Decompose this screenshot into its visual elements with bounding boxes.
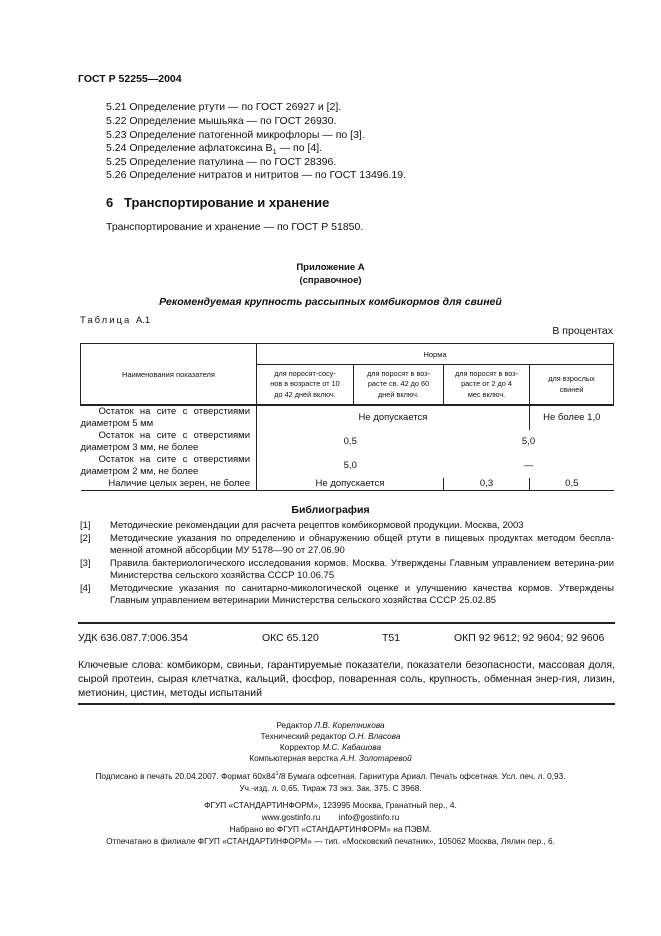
appendix-title: Приложение А — [296, 262, 365, 273]
coarseness-table — [80, 343, 614, 491]
bib-number: [2] — [80, 533, 91, 544]
header-subcol: для поросят-сосу- нов в возрасте от 10 до 42 дней включ. — [257, 365, 354, 406]
publisher-contacts — [0, 812, 661, 824]
table-cell: — — [523, 460, 534, 471]
publisher-line: ФГУП «СТАНДАРТИНФОРМ», 123995 Москва, Гранатный пер., 4. — [204, 800, 457, 810]
method-item — [106, 156, 336, 168]
oks-code: ОКС 65.120 — [262, 632, 319, 644]
table-cell: 5,0 — [521, 436, 536, 447]
row-label: Остаток на сите с отверстиями диаметром 2 мм, не более — [81, 454, 257, 478]
table-row — [81, 478, 614, 491]
table-cell: Не допускается — [257, 478, 444, 491]
method-number: 5.26 — [106, 169, 127, 181]
method-number: 5.21 — [106, 101, 127, 113]
imprint-line: Уч.-изд. л. 0,65. Тираж 73 экз. Зак. 375. С 3968. — [239, 783, 422, 793]
divider — [78, 703, 615, 705]
table-row — [81, 454, 614, 478]
table-cell: Не более 1,0 — [530, 405, 614, 430]
imprint-line: Подписано в печать 20.04.2007. Формат $60х84^1/8$ Бумага офсетная. Гарнитура Ариал. Печать офсетная. Усл. печ. л. 0,93. — [95, 771, 566, 781]
section-title: Транспортирование и хранение — [124, 195, 330, 210]
publisher-website[interactable]: www.gostinfo.ru — [261, 812, 321, 822]
table-cell: 0,5 — [343, 436, 357, 447]
section-number: 6 — [106, 195, 114, 210]
method-number: 5.24 — [106, 142, 127, 154]
bib-text: Методические указания по санитарно-микологической оценке и улучшению качества кормов. Утверждены Главным управлением ветеринарии Министерства сельского хозяйства СССР 25.02.85 — [110, 583, 614, 606]
method-text: Определение нитратов и нитритов — по ГОСТ 13496.19. — [129, 169, 406, 181]
publisher-line: Набрано во ФГУП «СТАНДАРТИНФОРМ» на ПЭВМ. — [229, 824, 432, 834]
table-cell: 0,5 — [530, 478, 614, 491]
appendix-heading: Рекомендуемая крупность рассыпных комбикормов для свиней — [159, 296, 502, 308]
publisher-email[interactable]: info@gostinfo.ru — [338, 812, 400, 822]
bibliography-item — [80, 520, 614, 532]
header-subcol: для поросят в воз- расте св. 42 до 60 дней включ. — [354, 365, 444, 406]
row-label: Наличие целых зерен, не более — [81, 478, 257, 491]
table-number: А.1 — [135, 315, 151, 326]
method-text-post: — по [4]. — [276, 142, 323, 154]
bib-text: Правила бактериологического исследования кормов. Москва. Утверждены Главным управлением ветерина-рии Министерства сельского хозяйства СССР 10.06.75 — [110, 558, 614, 581]
method-number: 5.22 — [106, 115, 127, 127]
header-norm: Норма — [257, 344, 614, 365]
header-subcol: для взрослых свиней — [530, 365, 614, 406]
method-item — [106, 169, 406, 181]
bib-number: [1] — [80, 520, 91, 531]
table-unit: В процентах — [552, 325, 613, 337]
table-cell: 5,0 — [343, 460, 357, 471]
method-text: Определение патогенной микрофлоры — по [3]. — [129, 129, 365, 141]
bib-number: [4] — [80, 583, 91, 594]
method-item — [106, 142, 323, 157]
method-text-pre: Определение афлатоксина В — [129, 142, 273, 154]
bib-number: [3] — [80, 558, 91, 569]
t-code: Т51 — [382, 632, 401, 644]
table-row — [81, 430, 614, 454]
credit-line: Компьютерная верстка А.Н. Золотаревой — [249, 753, 412, 763]
divider — [78, 622, 615, 624]
method-item — [106, 101, 341, 113]
method-text: Определение ртути — по ГОСТ 26927 и [2]. — [129, 101, 342, 113]
bib-text: Методические указания по определению и обнаружению общей ртути в пищевых продуктах методом беспла-менной атомной абсорбции МУ 5178—90 от 27.06.90 — [110, 533, 614, 556]
section-heading — [106, 195, 329, 210]
method-item — [106, 129, 365, 141]
bib-text: Методические рекомендации для расчета рецептов комбикормовой продукции. Москва, 2003 — [110, 520, 524, 531]
appendix-title-block — [0, 261, 661, 287]
document-header: ГОСТ Р 52255—2004 — [78, 73, 182, 85]
credit-line: Корректор М.С. Кабашова — [279, 742, 382, 752]
table-cell: Не допускается — [358, 412, 428, 423]
method-item — [106, 115, 336, 127]
appendix-note: (справочное) — [299, 275, 362, 286]
row-label: Остаток на сите с отверстиями диаметром 3 мм, не более — [81, 430, 257, 454]
table-row — [81, 405, 614, 430]
credits — [0, 720, 661, 764]
method-number: 5.23 — [106, 129, 127, 141]
okp-code: ОКП 92 9612; 92 9604; 92 9606 — [454, 632, 605, 644]
bibliography-item — [80, 583, 614, 607]
method-number: 5.25 — [106, 156, 127, 168]
publisher-line: Отпечатано в филиале ФГУП «СТАНДАРТИНФОРМ» — тип. «Московский печатник», 105062 Москва, Лялин пер., 6. — [106, 836, 555, 846]
credit-line: Технический редактор О.Н. Власова — [260, 731, 401, 741]
method-text: Определение патулина — по ГОСТ 28396. — [129, 156, 337, 168]
bibliography-item — [80, 533, 614, 557]
udc-code: УДК 636.087.7:006.354 — [78, 632, 188, 644]
table-label-word: Таблица — [80, 315, 132, 326]
credit-line: Редактор Л.В. Коретникова — [276, 720, 385, 730]
keywords: Ключевые слова: комбикорм, свиньи, гарантируемые показатели, показатели безопасности, массовая доля, сырой протеин, сырая клетчатка, кальций, фосфор, поваренная соль, крупность, обменная энер-гия, лизин, метионин, цистин, методы испытаний — [78, 659, 615, 699]
method-text: Определение мышьяка — по ГОСТ 26930. — [129, 115, 337, 127]
header-subcol: для поросят в воз- расте от 2 до 4 мес включ. — [444, 365, 530, 406]
table-label — [80, 315, 150, 326]
table-cell: 0,3 — [444, 478, 530, 491]
bibliography-title: Библиография — [291, 504, 370, 516]
header-indicator: Наименования показателя — [81, 344, 257, 406]
bibliography-item — [80, 558, 614, 582]
method-subscript: 1 — [272, 147, 277, 157]
section-body: Транспортирование и хранение — по ГОСТ Р 51850. — [106, 221, 364, 233]
row-label: Остаток на сите с отверстиями диаметром 5 мм — [81, 405, 257, 430]
